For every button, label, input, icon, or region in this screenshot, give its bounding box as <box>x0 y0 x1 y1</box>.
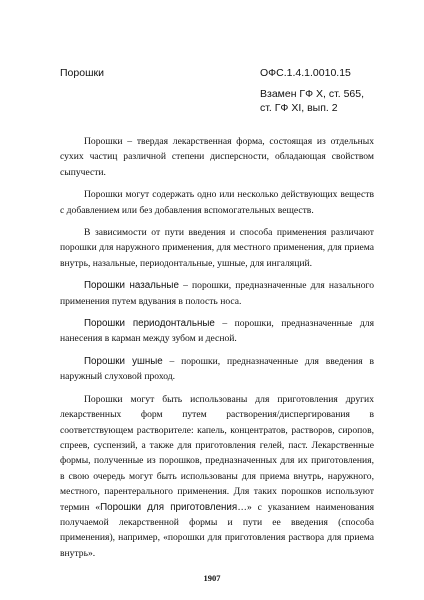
page-number: 1907 <box>203 573 221 583</box>
paragraph-periodontal-text: – порошки, предназначенные для нанесения в карман между зубом и десной. <box>60 318 374 345</box>
paragraph-ear <box>60 354 374 385</box>
replaces-line-2: ст. ГФ XI, вып. 2 <box>260 102 338 114</box>
paragraph-definition: Порошки – твердая лекарственная форма, состоящая из отдельных сухих частиц различной степени дисперсности, обладающая свойством сыпучести. <box>60 136 374 178</box>
monograph-body <box>60 134 374 568</box>
term-nasal: Порошки назальные <box>84 280 179 292</box>
term-periodontal: Порошки периодонтальные <box>84 318 215 330</box>
paragraph-classification: В зависимости от пути введения и способа применения различают порошки для наружного применения, для местного применения, для приема внутрь, назальные, периодонтальные, ушные, для ингаляций. <box>60 227 374 269</box>
paragraph-preparation <box>60 392 374 561</box>
paragraph-ear-text: – порошки, предназначенные для введения в наружный слуховой проход. <box>60 355 374 383</box>
term-preparation: Порошки для приготовления… <box>100 501 247 513</box>
paragraph-nasal-text: – порошки, предназначенные для назального применения путем вдувания в полость носа. <box>60 280 374 307</box>
monograph-title: Порошки <box>60 67 104 79</box>
paragraph-composition: Порошки могут содержать одно или несколько действующих веществ с добавлением или без добавления вспомогательных веществ. <box>60 189 374 216</box>
replaces-note <box>260 87 364 115</box>
term-ear: Порошки ушные <box>84 355 163 367</box>
replaces-line-1: Взамен ГФ X, ст. 565, <box>260 88 365 100</box>
paragraph-preparation-text-b: » с указанием наименования получаемой лекарственной формы и пути ее введения (способа применения), например, «порошки для приготовления раствора для приема внутрь». <box>60 501 374 559</box>
paragraph-periodontal <box>60 316 374 347</box>
monograph-code: ОФС.1.4.1.0010.15 <box>260 67 351 79</box>
paragraph-nasal <box>60 278 374 309</box>
paragraph-preparation-text-a: Порошки могут быть использованы для приготовления других лекарственных форм путем растворения/диспергирования в соответствующем растворителе: капель, концентратов, растворов, сиропов, спреев, суспензий, а также для приготовления гелей, паст. Лекарственные формы, полученные из порошков, предназначенных для их приготовления, в свою очередь могут быть использованы для приема внутрь, наружного, местного, парентерального применения. Для таких порошков используют термин « <box>60 393 374 513</box>
